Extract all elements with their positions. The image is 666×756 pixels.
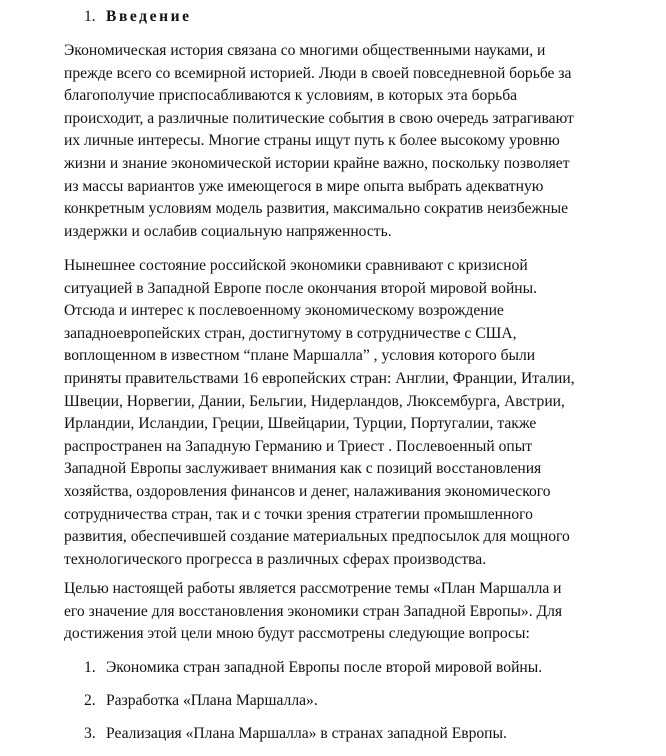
paragraph-goal bbox=[64, 578, 654, 646]
paragraph-line: воплощенном в известном “плане Маршалла” , условия которого были bbox=[64, 347, 536, 365]
list-item-number: 1. bbox=[84, 659, 96, 676]
paragraph-line: приняты правительствами 16 европейских стран: Англии, Франции, Италии, bbox=[64, 369, 575, 387]
heading-title: Введение bbox=[106, 8, 192, 25]
paragraph-line: его значение для восстановления экономики стран Западной Европы». Для bbox=[64, 602, 563, 620]
paragraph-context bbox=[64, 255, 654, 571]
paragraph-line: Отсюда и интерес к послевоенному экономическому возрождение bbox=[64, 302, 504, 320]
list-item-text: Реализация «Плана Маршалла» в странах западной Европы. bbox=[106, 725, 507, 742]
section-heading bbox=[84, 5, 192, 29]
paragraph-line: западноевропейских стран, достигнутому в сотрудничестве с США, bbox=[64, 324, 517, 342]
paragraph-intro bbox=[64, 40, 654, 243]
paragraph-line: развития, обеспечившей создание материальных предпосылок для мощного bbox=[64, 528, 570, 546]
paragraph-line: достижения этой цели мною будут рассмотрены следующие вопросы: bbox=[64, 625, 530, 643]
paragraph-line: благополучие приспосабливаются к условиям, в которых эта борьба bbox=[64, 87, 518, 105]
heading-number: 1. bbox=[84, 8, 96, 25]
list-item-text: Разработка «Плана Маршалла». bbox=[106, 692, 318, 709]
paragraph-line: их личные интересы. Многие страны ищут путь к более высокому уровню bbox=[64, 132, 560, 150]
paragraph-line: хозяйства, оздоровления финансов и денег, налаживания экономического bbox=[64, 482, 551, 500]
paragraph-line: конкретным условиям модель развития, максимально сократив неизбежные bbox=[64, 200, 569, 218]
paragraph-line: Западной Европы заслуживает внимания как с позиций восстановления bbox=[64, 460, 542, 478]
paragraph-line: Экономическая история связана со многими общественными науками, и bbox=[64, 42, 546, 59]
paragraph-line: технологического прогресса в различных сферах производства. bbox=[64, 550, 487, 568]
paragraph-line: из массы вариантов уже имеющегося в мире опыта выбрать адекватную bbox=[64, 177, 544, 195]
paragraph-line: жизни и знание экономической истории крайне важно, поскольку позволяет bbox=[64, 154, 570, 172]
paragraph-line: Швеции, Норвегии, Дании, Бельгии, Нидерландов, Люксембурга, Австрии, bbox=[64, 392, 565, 410]
paragraph-line: издержки и ослабив социальную напряженность. bbox=[64, 222, 392, 240]
list-item-number: 3. bbox=[84, 725, 96, 742]
paragraph-line: происходит, а различные политические события в свою очередь затрагивают bbox=[64, 109, 574, 127]
paragraph-line: ситуацией в Западной Европе после окончания второй мировой войны. bbox=[64, 279, 538, 297]
list-item bbox=[84, 723, 542, 745]
list-item bbox=[84, 657, 542, 679]
paragraph-line: Ирландии, Исландии, Греции, Швейцарии, Турции, Португалии, также bbox=[64, 415, 537, 433]
paragraph-line: распространен на Западную Германию и Триест . Послевоенный опыт bbox=[64, 437, 533, 455]
paragraph-line: прежде всего со всемирной историей. Люди в своей повседневной борьбе за bbox=[64, 64, 572, 82]
list-item-text: Экономика стран западной Европы после второй мировой войны. bbox=[106, 659, 543, 676]
questions-list bbox=[84, 657, 542, 756]
list-item-number: 2. bbox=[84, 692, 96, 709]
paragraph-line: Нынешнее состояние российской экономики сравнивают с кризисной bbox=[64, 257, 528, 274]
paragraph-line: сотрудничества стран, так и с точки зрения стратегии промышленного bbox=[64, 505, 533, 523]
list-item bbox=[84, 690, 542, 712]
paragraph-line: Целью настоящей работы является рассмотрение темы «План Маршалла и bbox=[64, 580, 562, 597]
